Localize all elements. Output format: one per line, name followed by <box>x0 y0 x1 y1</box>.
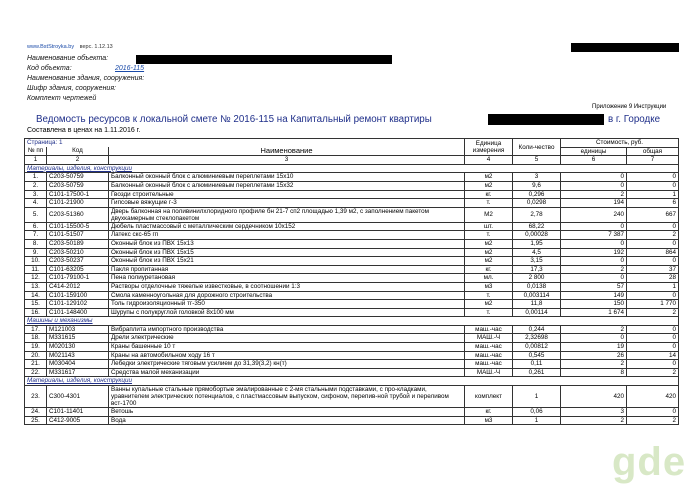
idx-cell: 2 <box>47 156 109 165</box>
table-row <box>25 282 679 291</box>
quantity: 2,78 <box>513 207 561 222</box>
object-name-label: Наименование объекта: <box>27 55 109 62</box>
quantity: 9,6 <box>513 181 561 190</box>
row-number: 13. <box>25 282 47 291</box>
quantity: 0,11 <box>513 360 561 369</box>
idx-cell: 7 <box>627 156 679 165</box>
resource-code: С101-159100 <box>47 291 109 300</box>
idx-cell: 3 <box>109 156 465 165</box>
watermark-logo: gde <box>612 440 687 484</box>
resource-name: Оконный блок из ПВХ 15х13 <box>109 239 465 248</box>
total-cost: 420 <box>627 386 679 408</box>
unit-price: 7 387 <box>561 231 627 240</box>
resource-code: С101-15500-5 <box>47 222 109 231</box>
unit: м2 <box>465 300 513 309</box>
row-number: 21. <box>25 360 47 369</box>
total-cost: 0 <box>627 343 679 352</box>
resource-code: С414-2012 <box>47 282 109 291</box>
unit-price: 2 <box>561 360 627 369</box>
table-row <box>25 274 679 283</box>
unit: шт. <box>465 222 513 231</box>
resource-name: Лебедки электрические тяговым усилием до 31,39(3,2) кн(т) <box>109 360 465 369</box>
page-indicator: Страница: 1 <box>25 139 465 148</box>
unit-price: 8 <box>561 368 627 377</box>
unit-price: 194 <box>561 199 627 208</box>
table-row <box>25 386 679 408</box>
total-cost: 1 <box>627 190 679 199</box>
unit: м2 <box>465 248 513 257</box>
unit-price: 57 <box>561 282 627 291</box>
unit: МАШ.-Ч <box>465 334 513 343</box>
resource-name: Толь гидроизоляционный тг-350 <box>109 300 465 309</box>
resource-name: Шурупы с полукруглой головкой 8х100 мм <box>109 308 465 317</box>
section-header-row <box>25 317 679 326</box>
table-row <box>25 173 679 182</box>
section-title: Материалы, изделия, конструкции <box>25 377 679 386</box>
table-row <box>25 257 679 266</box>
unit-price: 19 <box>561 343 627 352</box>
row-number: 1. <box>25 173 47 182</box>
unit: т. <box>465 199 513 208</box>
row-number: 22. <box>25 368 47 377</box>
resource-name: Балконный оконный блок с алюминиевым переплетами 15х32 <box>109 181 465 190</box>
total-cost: 1 <box>627 282 679 291</box>
building-code-label: Шифр здания, сооружения: <box>27 85 116 92</box>
unit-price: 0 <box>561 239 627 248</box>
quantity: 0,244 <box>513 325 561 334</box>
total-cost: 2 <box>627 416 679 425</box>
row-number: 15. <box>25 300 47 309</box>
unit: т. <box>465 231 513 240</box>
total-cost: 37 <box>627 265 679 274</box>
unit-price: 0 <box>561 222 627 231</box>
idx-cell: 5 <box>513 156 561 165</box>
row-number: 8. <box>25 239 47 248</box>
total-cost: 2 <box>627 308 679 317</box>
resources-table-body <box>25 164 679 424</box>
table-row <box>25 416 679 425</box>
quantity: 2,32698 <box>513 334 561 343</box>
resource-code: С101-21900 <box>47 199 109 208</box>
section-header-row <box>25 377 679 386</box>
quantity: 0,296 <box>513 190 561 199</box>
unit-price: 2 <box>561 265 627 274</box>
resource-code: С300-4301 <box>47 386 109 408</box>
total-cost: 0 <box>627 408 679 417</box>
resource-name: Гипсовые вяжущие г-3 <box>109 199 465 208</box>
resource-code: С203-50237 <box>47 257 109 266</box>
resource-code: С101-129102 <box>47 300 109 309</box>
table-row <box>25 325 679 334</box>
quantity: 0,545 <box>513 351 561 360</box>
object-code-label: Код объекта: <box>27 65 72 72</box>
total-cost: 0 <box>627 173 679 182</box>
resource-name: Пена полиуретановая <box>109 274 465 283</box>
idx-cell: 6 <box>561 156 627 165</box>
quantity: 1 <box>513 386 561 408</box>
resource-name: Средства малой механизации <box>109 368 465 377</box>
table-row <box>25 239 679 248</box>
col-unit-price-header: единицы <box>561 147 627 156</box>
unit: м3 <box>465 282 513 291</box>
quantity: 3,15 <box>513 257 561 266</box>
appendix-note: Приложение 9 Инструкции <box>592 104 667 110</box>
row-number: 23. <box>25 386 47 408</box>
total-cost: 0 <box>627 257 679 266</box>
resource-code: С203-50210 <box>47 248 109 257</box>
table-row <box>25 231 679 240</box>
drawings-label: Комплект чертежей <box>27 95 97 102</box>
unit: М2 <box>465 207 513 222</box>
unit: м2 <box>465 257 513 266</box>
unit-price: 2 <box>561 325 627 334</box>
section-header-row <box>25 164 679 173</box>
table-row <box>25 308 679 317</box>
resource-name: Ванны купальные стальные прямобортые эмалированные с 2-мя стальными подставками, с про-кладками, уравнителем электрических потенциалов, с пластмассовым выпуском, сифоном, перепив-ной трубой и переливом вст-1700 <box>109 386 465 408</box>
total-cost: 0 <box>627 334 679 343</box>
idx-cell: 1 <box>25 156 47 165</box>
resource-name: Краны башенные 10 т <box>109 343 465 352</box>
prices-date: Составлена в ценах на 1.11.2016 г. <box>27 127 141 134</box>
resource-name: Ветошь <box>109 408 465 417</box>
resource-name: Краны на автомобильном ходу 16 т <box>109 351 465 360</box>
resource-name: Оконный блок из ПВХ 15х21 <box>109 257 465 266</box>
row-number: 24. <box>25 408 47 417</box>
unit-price: 240 <box>561 207 627 222</box>
row-number: 18. <box>25 334 47 343</box>
unit: маш.-час <box>465 325 513 334</box>
unit: м2 <box>465 173 513 182</box>
total-cost: 1 770 <box>627 300 679 309</box>
col-code-header: Код <box>47 147 109 156</box>
table-row <box>25 207 679 222</box>
redacted-block <box>488 114 604 125</box>
table-row <box>25 300 679 309</box>
row-number: 2. <box>25 181 47 190</box>
table-row <box>25 368 679 377</box>
resource-name: Гвозди строительные <box>109 190 465 199</box>
document-title: Ведомость ресурсов к локальной смете № 2016-115 на Капитальный ремонт квартиры <box>36 114 432 125</box>
total-cost: 864 <box>627 248 679 257</box>
row-number: 17. <box>25 325 47 334</box>
row-number: 25. <box>25 416 47 425</box>
section-title: Машины и механизмы <box>25 317 679 326</box>
unit: т. <box>465 291 513 300</box>
row-number: 20. <box>25 351 47 360</box>
col-total-header: общая <box>627 147 679 156</box>
quantity: 0,003114 <box>513 291 561 300</box>
unit: м2 <box>465 239 513 248</box>
total-cost: 6 <box>627 199 679 208</box>
table-row <box>25 334 679 343</box>
unit-price: 2 <box>561 416 627 425</box>
total-cost: 0 <box>627 360 679 369</box>
resource-code: С101-79100-1 <box>47 274 109 283</box>
resource-code: С101-63205 <box>47 265 109 274</box>
resource-name: Пакля пропитанная <box>109 265 465 274</box>
table-row <box>25 222 679 231</box>
resources-table <box>24 138 679 425</box>
quantity: 0,06 <box>513 408 561 417</box>
table-row <box>25 343 679 352</box>
resource-code: М030404 <box>47 360 109 369</box>
table-row <box>25 291 679 300</box>
unit: кг. <box>465 190 513 199</box>
unit: м2 <box>465 181 513 190</box>
resource-name: Растворы отделочные тяжелые известковые, в соотношении 1:3 <box>109 282 465 291</box>
row-number: 7. <box>25 231 47 240</box>
unit-price: 0 <box>561 334 627 343</box>
col-unit-header: Единица измерения <box>465 139 513 156</box>
table-row <box>25 248 679 257</box>
resource-code: С101-17500-1 <box>47 190 109 199</box>
quantity: 2 800 <box>513 274 561 283</box>
unit-price: 1 674 <box>561 308 627 317</box>
unit-price: 26 <box>561 351 627 360</box>
unit-price: 0 <box>561 274 627 283</box>
resource-name: Дюбель пластмассовый с металлическим сердечником 10х152 <box>109 222 465 231</box>
resource-code: С101-11401 <box>47 408 109 417</box>
unit: маш.-час <box>465 360 513 369</box>
resource-name: Дрели электрические <box>109 334 465 343</box>
resource-code: М331617 <box>47 368 109 377</box>
total-cost: 28 <box>627 274 679 283</box>
quantity: 11,8 <box>513 300 561 309</box>
total-cost: 0 <box>627 239 679 248</box>
unit: кг. <box>465 408 513 417</box>
col-cost-header: Стоимость, руб. <box>561 139 679 148</box>
resource-name: Вода <box>109 416 465 425</box>
unit-price: 0 <box>561 173 627 182</box>
unit: маш.-час <box>465 343 513 352</box>
total-cost: 0 <box>627 325 679 334</box>
column-index-row <box>25 156 679 165</box>
table-row <box>25 351 679 360</box>
total-cost: 0 <box>627 222 679 231</box>
idx-cell: 4 <box>465 156 513 165</box>
resource-code: М121003 <box>47 325 109 334</box>
total-cost: 2 <box>627 231 679 240</box>
row-number: 14. <box>25 291 47 300</box>
unit-price: 2 <box>561 190 627 199</box>
table-row <box>25 190 679 199</box>
redacted-block <box>136 55 392 64</box>
col-qty-header: Коли-чество <box>513 139 561 156</box>
site-link[interactable]: www.BstStroyka.by <box>27 44 75 50</box>
resource-code: С412-9005 <box>47 416 109 425</box>
row-number: 3. <box>25 190 47 199</box>
unit: МАШ.-Ч <box>465 368 513 377</box>
resource-code: С203-50759 <box>47 181 109 190</box>
unit-price: 420 <box>561 386 627 408</box>
quantity: 4,5 <box>513 248 561 257</box>
unit: кг. <box>465 265 513 274</box>
quantity: 68,22 <box>513 222 561 231</box>
section-title: Материалы, изделия, конструкции <box>25 164 679 173</box>
resource-name: Оконный блок из ПВХ 15х15 <box>109 248 465 257</box>
resource-code: М021143 <box>47 351 109 360</box>
resource-code: С203-51360 <box>47 207 109 222</box>
unit-price: 192 <box>561 248 627 257</box>
quantity: 1 <box>513 416 561 425</box>
resource-name: Балконный оконный блок с алюминиевым переплетами 15х10 <box>109 173 465 182</box>
quantity: 0,261 <box>513 368 561 377</box>
row-number: 19. <box>25 343 47 352</box>
unit-price: 149 <box>561 291 627 300</box>
row-number: 16. <box>25 308 47 317</box>
quantity: 17,3 <box>513 265 561 274</box>
resource-code: М331615 <box>47 334 109 343</box>
unit-price: 0 <box>561 257 627 266</box>
table-row <box>25 265 679 274</box>
row-number: 12. <box>25 274 47 283</box>
quantity: 0,0298 <box>513 199 561 208</box>
quantity: 0,00812 <box>513 343 561 352</box>
resource-name: Латекс скс-65 гп <box>109 231 465 240</box>
unit: м3 <box>465 416 513 425</box>
quantity: 0,00028 <box>513 231 561 240</box>
col-num-header: № пп <box>25 147 47 156</box>
row-number: 9. <box>25 248 47 257</box>
total-cost: 14 <box>627 351 679 360</box>
resource-code: С203-50189 <box>47 239 109 248</box>
redacted-block <box>571 43 679 52</box>
table-row <box>25 199 679 208</box>
resource-code: М020130 <box>47 343 109 352</box>
unit-price: 0 <box>561 181 627 190</box>
total-cost: 0 <box>627 181 679 190</box>
total-cost: 2 <box>627 368 679 377</box>
building-name-label: Наименование здания, сооружения: <box>27 75 145 82</box>
resource-name: Дверь балконная на поливинилхлоридного профиле бн 21-7 сп2 площадью 1,39 м2, с заполнением пакетом двухкамерным стеклопакетом <box>109 207 465 222</box>
col-name-header: Наименование <box>109 147 465 156</box>
quantity: 0,0138 <box>513 282 561 291</box>
resource-name: Смола каменноугольная для дорожного строительства <box>109 291 465 300</box>
row-number: 4. <box>25 199 47 208</box>
row-number: 10. <box>25 257 47 266</box>
unit: маш.-час <box>465 351 513 360</box>
version-text: верс. 1.12.13 <box>79 44 113 50</box>
quantity: 1,95 <box>513 239 561 248</box>
quantity: 0,00114 <box>513 308 561 317</box>
site-url[interactable] <box>27 44 113 50</box>
table-row <box>25 408 679 417</box>
document-title-city: в г. Городке <box>608 114 661 125</box>
unit-price: 150 <box>561 300 627 309</box>
row-number: 5. <box>25 207 47 222</box>
unit-price: 3 <box>561 408 627 417</box>
resource-name: Вибраплита импортного производства <box>109 325 465 334</box>
table-row <box>25 181 679 190</box>
unit: т. <box>465 308 513 317</box>
row-number: 11. <box>25 265 47 274</box>
object-code-link[interactable]: 2016-115 <box>115 65 145 72</box>
quantity: 3 <box>513 173 561 182</box>
resource-code: С203-50759 <box>47 173 109 182</box>
unit: мл. <box>465 274 513 283</box>
table-row <box>25 360 679 369</box>
total-cost: 667 <box>627 207 679 222</box>
resource-code: С101-51507 <box>47 231 109 240</box>
row-number: 6. <box>25 222 47 231</box>
unit: комплект <box>465 386 513 408</box>
total-cost: 0 <box>627 291 679 300</box>
resource-code: С101-148400 <box>47 308 109 317</box>
